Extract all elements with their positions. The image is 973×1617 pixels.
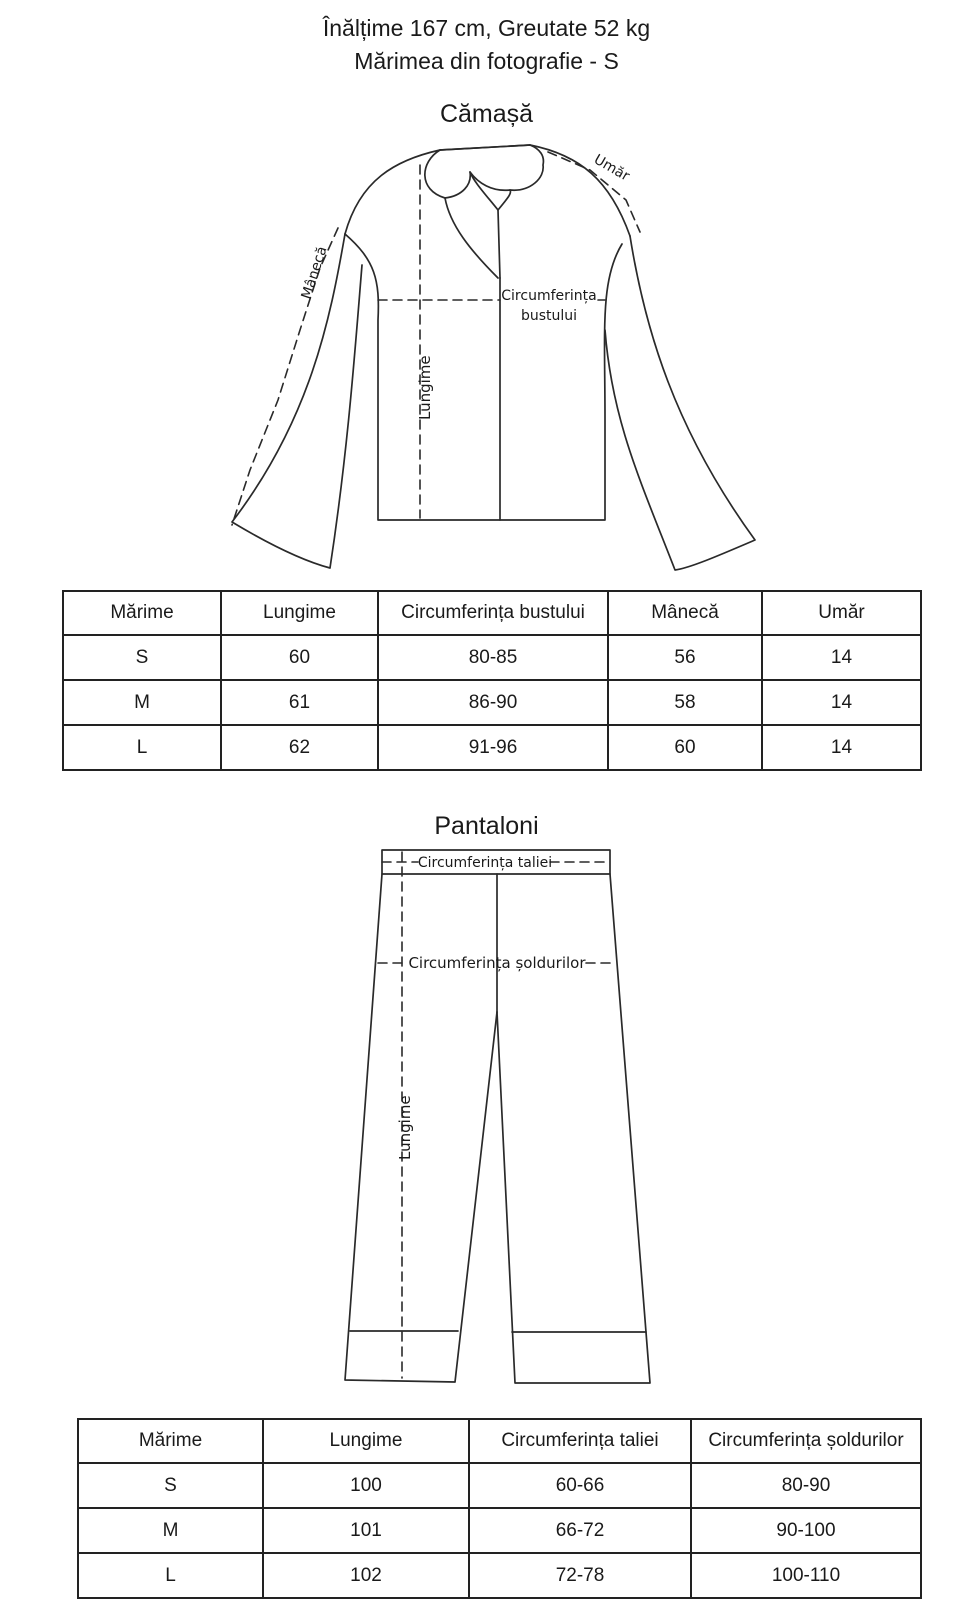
header-cell: Circumferința șoldurilor	[691, 1419, 921, 1463]
shirt-title: Cămașă	[439, 100, 534, 128]
table-cell: 62	[221, 725, 378, 770]
table-cell: 56	[608, 635, 762, 680]
model-height-weight: Înălțime 167 cm, Greutate 52 kg	[322, 15, 651, 41]
pants-length-label: Lungime	[396, 1095, 414, 1160]
table-header-row	[78, 1419, 921, 1463]
table-cell: S	[63, 635, 221, 680]
table-row	[78, 1463, 921, 1508]
bust-label-line1: Circumferința	[501, 288, 597, 304]
shirt-length-label: Lungime	[416, 355, 434, 420]
table-cell: M	[78, 1508, 263, 1553]
table-cell: 14	[762, 725, 921, 770]
hips-label: Circumferința șoldurilor	[408, 954, 586, 972]
table-cell: 72-78	[469, 1553, 691, 1598]
waist-label: Circumferința taliei	[417, 855, 553, 871]
header-cell: Umăr	[762, 591, 921, 635]
pants-title: Pantaloni	[434, 812, 539, 840]
table-cell: L	[78, 1553, 263, 1598]
table-cell: 66-72	[469, 1508, 691, 1553]
table-cell: 101	[263, 1508, 469, 1553]
table-cell: 100	[263, 1463, 469, 1508]
header-cell: Mărime	[78, 1419, 263, 1463]
table-cell: 60	[608, 725, 762, 770]
shoulder-label: Umăr	[591, 151, 633, 185]
header-cell: Mânecă	[608, 591, 762, 635]
sleeve-label: Mânecă	[298, 244, 331, 302]
bust-label-line2: bustului	[520, 308, 578, 324]
table-cell: 91-96	[378, 725, 608, 770]
table-cell: 58	[608, 680, 762, 725]
header-cell: Lungime	[221, 591, 378, 635]
table-cell: 60-66	[469, 1463, 691, 1508]
table-cell: 61	[221, 680, 378, 725]
table-cell: 80-90	[691, 1463, 921, 1508]
table-cell: 102	[263, 1553, 469, 1598]
table-cell: 60	[221, 635, 378, 680]
pants-size-table	[77, 1418, 922, 1599]
table-row	[78, 1508, 921, 1553]
table-cell: 90-100	[691, 1508, 921, 1553]
table-row	[78, 1553, 921, 1598]
header-cell: Mărime	[63, 591, 221, 635]
table-cell: 80-85	[378, 635, 608, 680]
table-cell: L	[63, 725, 221, 770]
table-cell: 14	[762, 635, 921, 680]
table-cell: 100-110	[691, 1553, 921, 1598]
table-cell: M	[63, 680, 221, 725]
header-cell: Circumferința bustului	[378, 591, 608, 635]
table-cell: S	[78, 1463, 263, 1508]
table-cell: 86-90	[378, 680, 608, 725]
header-cell: Lungime	[263, 1419, 469, 1463]
table-cell: 14	[762, 680, 921, 725]
pants-outline	[345, 850, 650, 1383]
photo-size-note: Mărimea din fotografie - S	[354, 48, 619, 74]
header-cell: Circumferința taliei	[469, 1419, 691, 1463]
